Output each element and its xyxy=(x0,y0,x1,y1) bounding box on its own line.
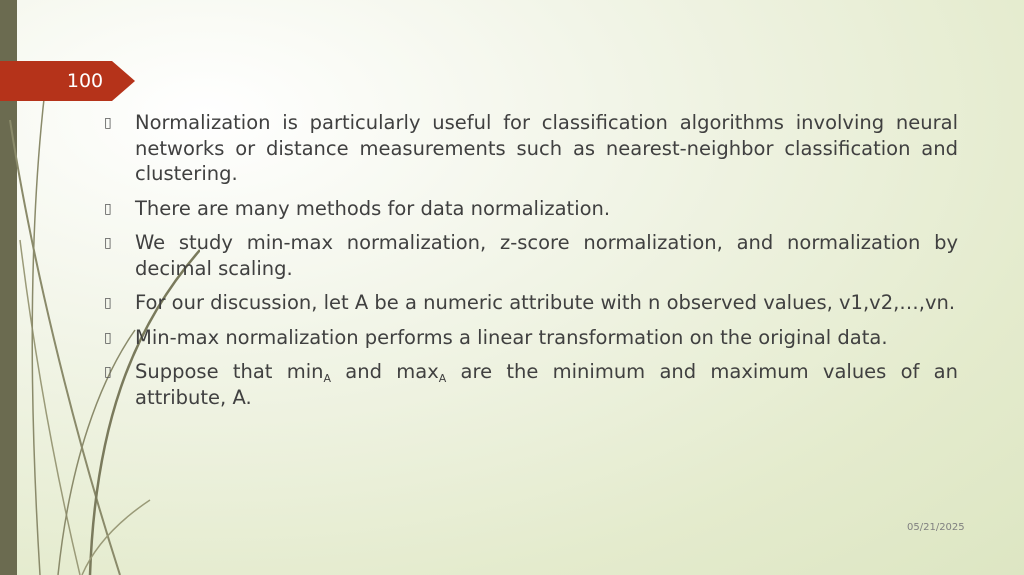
page-number: 100 xyxy=(66,70,104,92)
bullet-item xyxy=(104,359,958,410)
bullet-text: Normalization is particularly useful for classification algorithms involving neural networks or distance measurements such as nearest-neighbor classification and clustering. xyxy=(135,111,958,185)
open-rectangle-icon: ▯ xyxy=(104,115,112,131)
bullet-text: There are many methods for data normalization. xyxy=(135,196,611,220)
bullet-text-part: Suppose that min xyxy=(135,360,324,383)
open-rectangle-icon: ▯ xyxy=(104,235,112,251)
open-rectangle-icon: ▯ xyxy=(104,200,112,217)
bullet-item xyxy=(104,196,958,222)
bullet-text: We study min-max normalization, z-score normalization, and normalization by decimal scaling. xyxy=(135,231,958,280)
bullet-list xyxy=(104,110,958,419)
bullet-text: Min-max normalization performs a linear transformation on the original data. xyxy=(135,325,888,349)
bullet-text-part: are the minimum and maximum values of an attribute, A. xyxy=(135,360,958,409)
bullet-text xyxy=(135,360,958,409)
open-rectangle-icon: ▯ xyxy=(104,364,112,380)
subscript-a: A xyxy=(323,372,332,385)
subscript-a: A xyxy=(438,372,447,385)
bullet-item xyxy=(104,110,958,187)
slide-date: 05/21/2025 xyxy=(907,522,965,533)
open-rectangle-icon: ▯ xyxy=(104,295,112,311)
bullet-item xyxy=(104,325,958,351)
bullet-text: For our discussion, let A be a numeric attribute with n observed values, v1,v2,…,vn. xyxy=(135,291,956,314)
bullet-item xyxy=(104,290,958,316)
bullet-text-part: and max xyxy=(331,360,439,383)
open-rectangle-icon: ▯ xyxy=(104,329,112,346)
bullet-item xyxy=(104,230,958,281)
